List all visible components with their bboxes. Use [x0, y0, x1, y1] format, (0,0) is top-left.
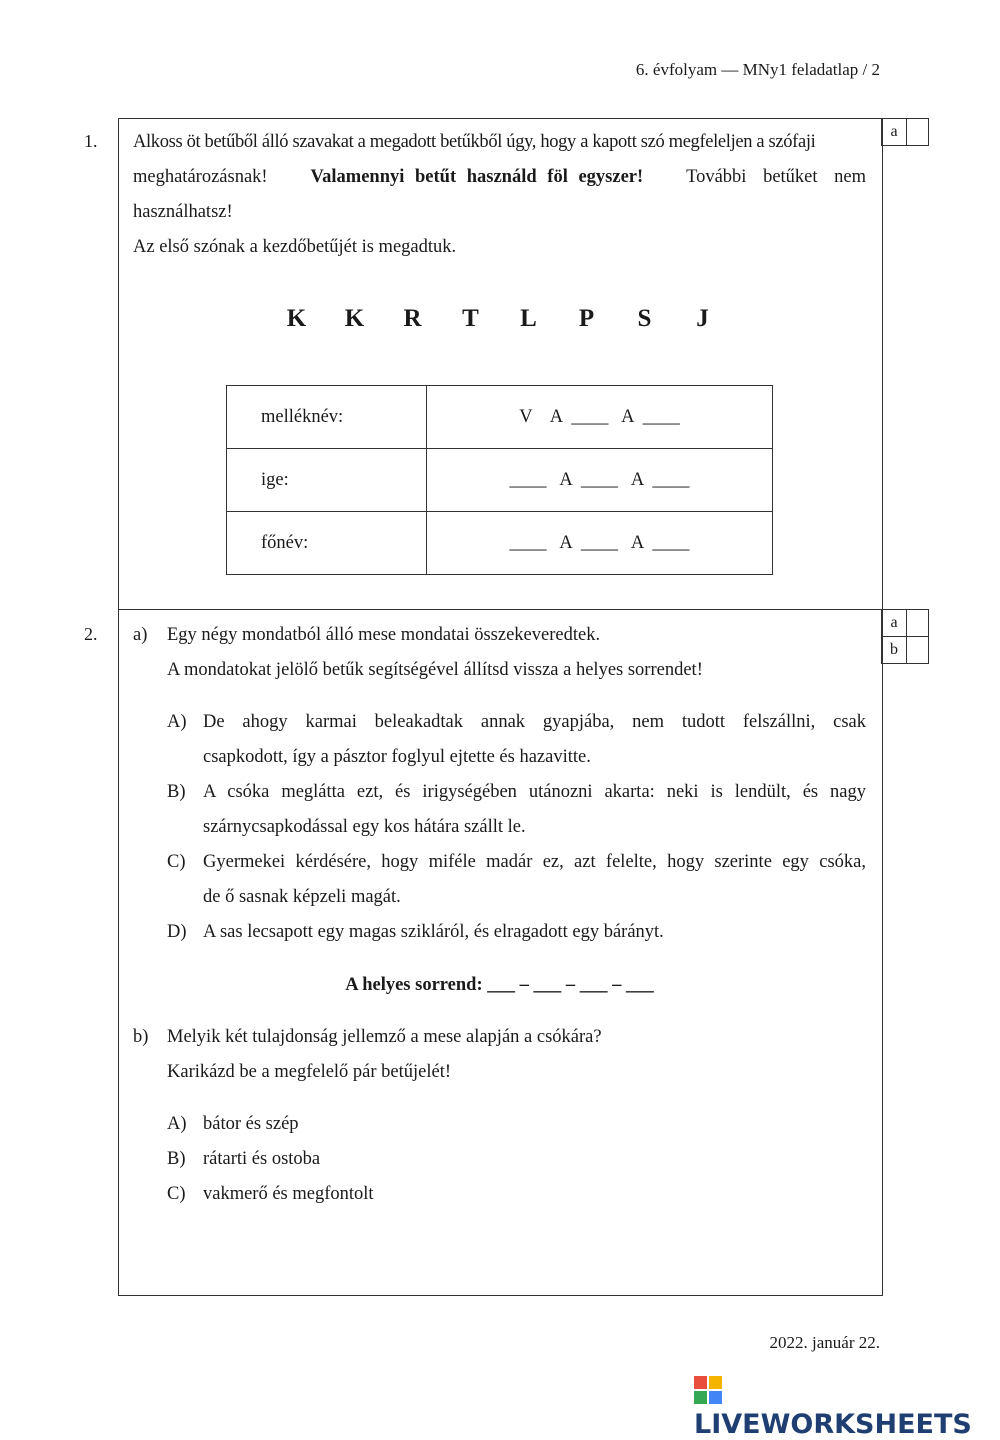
letter: L [520, 305, 537, 332]
word-pattern-input[interactable]: ____ A ____ A ____ [427, 449, 773, 512]
q1-line-2 [133, 160, 866, 195]
answer-option-c[interactable] [167, 1177, 374, 1212]
q1-line-3: használhatsz! [133, 202, 233, 222]
letter: J [696, 305, 709, 332]
sentence-letter: C) [167, 852, 186, 872]
sentence-letter: D) [167, 922, 187, 942]
q1-line-4: Az első szónak a kezdőbetűjét is megadtuk. [133, 237, 457, 257]
q1-score-box-a[interactable] [881, 118, 929, 146]
q1-line-2-end: További betűket nem [686, 167, 866, 187]
sentence-text: A sas lecsapott egy magas szikláról, és elragadott egy bárányt. [203, 922, 664, 942]
question-2-number: 2. [84, 624, 98, 644]
letter: R [403, 305, 422, 332]
word-type-label: melléknév: [227, 386, 427, 449]
word-type-label: ige: [227, 449, 427, 512]
q2b-marker: b) [133, 1027, 149, 1047]
page-header: 6. évfolyam — MNy1 feladatlap / 2 [635, 60, 880, 79]
word-pattern-input[interactable]: ____ A ____ A ____ [427, 512, 773, 575]
word-row-verb [227, 449, 773, 512]
order-answer-line[interactable]: A helyes sorrend: ___ – ___ – ___ – ___ [345, 975, 654, 995]
q2-score-box-b[interactable] [881, 636, 929, 664]
letter: K [344, 305, 365, 332]
q2-score-box-a[interactable] [881, 609, 929, 637]
option-letter: B) [167, 1149, 186, 1169]
option-text: rátarti és ostoba [203, 1149, 321, 1169]
question-1-number: 1. [84, 131, 98, 151]
answer-option-b[interactable] [167, 1142, 374, 1177]
answer-options [167, 1107, 374, 1212]
score-label: a [882, 610, 907, 636]
sentence-text: De ahogy karmai beleakadtak annak gyapjába, nem tudott felszállni, csak [203, 712, 866, 732]
sentence-letter: B) [167, 782, 186, 802]
liveworksheets-logo-icon [694, 1376, 724, 1406]
sentence-text-cont: csapkodott, így a pásztor foglyul ejtette és hazavitte. [203, 747, 591, 767]
word-pattern-input[interactable]: V A ____ A ____ [427, 386, 773, 449]
letter-set [118, 305, 881, 333]
sentence-text-cont: de ő sasnak képzeli magát. [203, 887, 401, 907]
question-1-instructions [133, 125, 866, 265]
sentence-item [167, 845, 866, 915]
q1-line-2-emphasis: Valamennyi betűt használd föl egyszer! [310, 167, 644, 187]
option-letter: A) [167, 1114, 187, 1134]
q2a-marker: a) [133, 625, 148, 645]
letter: S [637, 305, 652, 332]
q2a-instructions [167, 618, 867, 688]
score-label: a [882, 119, 907, 145]
letter: T [462, 305, 479, 332]
q1-line-1: Alkoss öt betűből álló szavakat a megadott betűkből úgy, hogy a kapott szó megfeleljen a szófaji [133, 132, 816, 152]
sentence-letter: A) [167, 712, 187, 732]
sentence-item [167, 705, 866, 775]
q2a-line-2: A mondatokat jelölő betűk segítségével állítsd vissza a helyes sorrendet! [167, 660, 703, 680]
q2a-line-1: Egy négy mondatból álló mese mondatai összekeveredtek. [167, 625, 601, 645]
word-row-noun [227, 512, 773, 575]
sentence-item [167, 775, 866, 845]
sentence-text-cont: szárnycsapkodással egy kos hátára szállt le. [203, 817, 526, 837]
letter: P [578, 305, 595, 332]
option-text: bátor és szép [203, 1114, 299, 1134]
page-footer-date: 2022. január 22. [769, 1333, 880, 1352]
letter: K [286, 305, 307, 332]
word-table [226, 385, 773, 575]
q2b-instructions [167, 1020, 867, 1090]
sentence-list [167, 705, 866, 950]
sentence-text: A csóka meglátta ezt, és irigységében utánozni akarta: neki is lendült, és nagy [203, 782, 866, 802]
sentence-item [167, 915, 866, 950]
q2b-line-1: Melyik két tulajdonság jellemző a mese alapján a csókára? [167, 1027, 602, 1047]
answer-option-a[interactable] [167, 1107, 374, 1142]
score-label: b [882, 637, 907, 663]
q1-line-2-start: meghatározásnak! [133, 167, 268, 187]
brand-name: LIVEWORKSHEETS [694, 1409, 972, 1440]
q2b-line-2: Karikázd be a megfelelő pár betűjelét! [167, 1062, 452, 1082]
liveworksheets-logo [694, 1376, 1000, 1440]
word-type-label: főnév: [227, 512, 427, 575]
sentence-text: Gyermekei kérdésére, hogy miféle madár ez, azt felelte, hogy szerinte egy csóka, [203, 852, 866, 872]
word-row-adjective [227, 386, 773, 449]
option-text: vakmerő és megfontolt [203, 1184, 374, 1204]
option-letter: C) [167, 1184, 186, 1204]
